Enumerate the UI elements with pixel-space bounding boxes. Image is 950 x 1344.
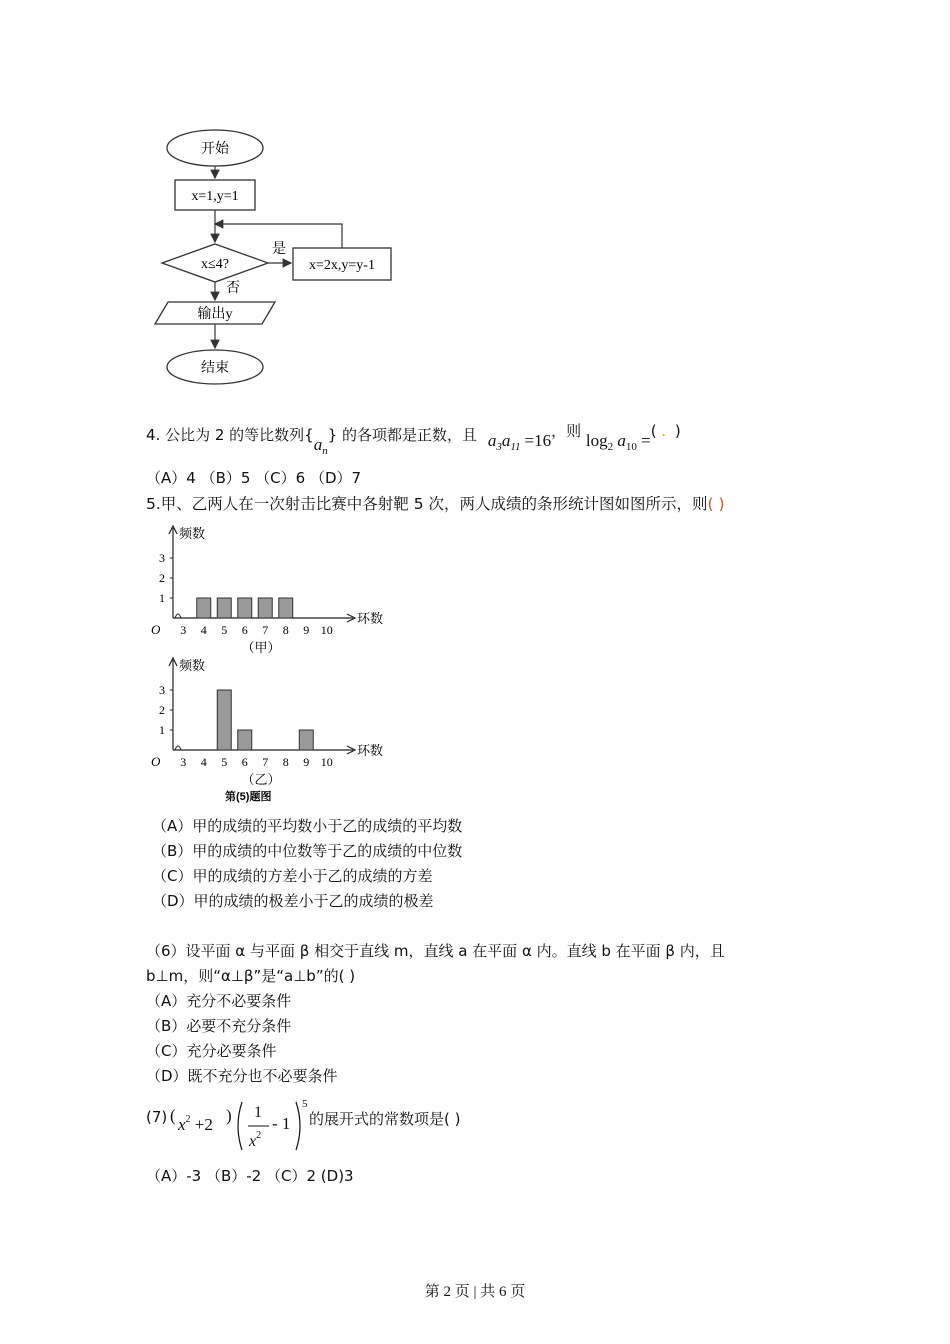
q7-open-paren: ( xyxy=(170,1106,176,1125)
q4-paren: ( xyxy=(650,422,657,440)
chart-1-x-tick-label: 7 xyxy=(262,623,269,637)
chart-2-y-tick-label: 1 xyxy=(159,723,165,737)
q5-option-a: （A）甲的成绩的平均数小于乙的成绩的平均数 xyxy=(152,817,463,835)
chart-1-bar xyxy=(279,598,293,618)
chart-1-ylabel: 频数 xyxy=(179,526,206,541)
chart-2-y-tick-label: 3 xyxy=(159,683,165,697)
q4-a3-sub: 3 xyxy=(496,441,502,453)
chart-2-ylabel: 频数 xyxy=(179,658,206,673)
chart-2-title: （乙） xyxy=(241,772,281,787)
chart-2-bar xyxy=(217,690,231,750)
q7-numerator: 1 xyxy=(254,1104,262,1121)
chart-1-x-tick-label: 4 xyxy=(200,623,207,637)
q7-den-x: x xyxy=(249,1133,257,1150)
q7-big-parens xyxy=(234,1098,304,1154)
q7-denominator xyxy=(249,1130,261,1151)
chart-1-x-tick-label: 6 xyxy=(241,623,248,637)
q7-label: (7) xyxy=(146,1108,168,1126)
chart-1-x-tick-label: 5 xyxy=(221,623,228,637)
q6-line1: （6）设平面 α 与平面 β 相交于直线 m，直线 a 在平面 α 内。直线 b 在平面 β 内，且 xyxy=(146,942,725,960)
q6-option-d: （D）既不充分也不必要条件 xyxy=(146,1067,338,1085)
chart-2-x-tick-label: 8 xyxy=(282,755,289,769)
chart-2-bar xyxy=(238,730,252,750)
chart-1-x-tick-label: 9 xyxy=(303,623,310,637)
chart-1-bar xyxy=(217,598,231,618)
q5-option-c: （C）甲的成绩的方差小于乙的成绩的方差 xyxy=(152,867,433,885)
chart-2-x-tick-label: 4 xyxy=(200,755,207,769)
q4-log: log xyxy=(585,431,608,450)
flow-output-text: 输出y xyxy=(197,307,233,322)
q4-a3: a xyxy=(487,431,497,450)
chart-1-x-tick-label: 3 xyxy=(180,623,187,637)
q6-option-b: （B）必要不充分条件 xyxy=(146,1017,292,1035)
q4-prefix: 4. 公比为 2 的等比数列{ xyxy=(146,426,314,444)
chart-2-x-tick-label: 7 xyxy=(262,755,269,769)
q7-x2 xyxy=(178,1114,213,1135)
q4-dot: . xyxy=(661,422,667,440)
q4-log-arg: a xyxy=(617,431,626,450)
q4-then: ，则 xyxy=(551,422,582,440)
q4-seq-var: a xyxy=(313,435,323,454)
q5-blank: ( ) xyxy=(707,495,725,513)
q7-sq: 2 xyxy=(185,1114,191,1125)
q5-option-d: （D）甲的成绩的极差小于乙的成绩的极差 xyxy=(152,892,434,910)
q4-eq: = xyxy=(641,431,651,450)
q7-stem xyxy=(146,1098,746,1154)
q4-close: ) xyxy=(674,422,681,440)
q4-middle: } 的各项都是正数，且 xyxy=(327,426,478,444)
q4-stem xyxy=(146,420,681,457)
q7-x: x xyxy=(178,1115,186,1134)
chart-1-y-tick-label: 1 xyxy=(159,591,165,605)
flow-yes-label: 是 xyxy=(272,242,286,257)
q7-close-paren: ) xyxy=(226,1106,232,1125)
q5-option-b: （B）甲的成绩的中位数等于乙的成绩的中位数 xyxy=(152,842,463,860)
chart-1-bar xyxy=(197,598,211,618)
q5-stem-text: 5.甲、乙两人在一次射击比赛中各射靶 5 次，两人成绩的条形统计图如图所示，则 xyxy=(146,495,708,513)
flow-init-text: x=1,y=1 xyxy=(191,189,239,204)
chart-1-title: （甲） xyxy=(241,640,281,655)
flow-end-text: 结束 xyxy=(201,361,229,376)
q4-log-base: 2 xyxy=(607,441,614,453)
q4-a11-sub: 11 xyxy=(510,441,521,453)
q7-suffix: 的展开式的常数项是( ) xyxy=(309,1110,461,1128)
q4-log-arg-sub: 10 xyxy=(625,441,637,453)
q7-plus2: +2 xyxy=(194,1115,213,1134)
q4-seq-sub: n xyxy=(322,445,328,457)
chart-2-xlabel: 环数 xyxy=(357,743,384,758)
q4-a11: a xyxy=(501,431,511,450)
chart-caption: 第(5)题图 xyxy=(225,791,272,803)
chart-2-x-tick-label: 5 xyxy=(221,755,228,769)
chart-1-x-tick-label: 8 xyxy=(282,623,289,637)
flow-no-label: 否 xyxy=(226,281,240,296)
q6-line2: b⊥m，则“α⊥β”是“a⊥b”的( ) xyxy=(146,967,356,985)
q4-eq-value: =16 xyxy=(524,431,552,450)
q7-den-sq: 2 xyxy=(256,1130,262,1141)
flow-update-text: x=2x,y=y-1 xyxy=(309,258,375,273)
chart-2-x-tick-label: 3 xyxy=(180,755,187,769)
chart-1-y-tick-label: 2 xyxy=(159,571,165,585)
chart-2-y-tick-label: 2 xyxy=(159,703,165,717)
q7-power: 5 xyxy=(302,1098,308,1110)
q7-options: （A）-3 （B）-2 （C）2 (D)3 xyxy=(146,1167,354,1185)
q7-minus1: - 1 xyxy=(272,1114,291,1133)
flow-start-text: 开始 xyxy=(201,142,229,157)
chart-1-bar xyxy=(238,598,252,618)
chart-2-bar xyxy=(299,730,313,750)
chart-2-x-tick-label: 10 xyxy=(320,755,333,769)
chart-2-x-tick-label: 6 xyxy=(241,755,248,769)
flowchart xyxy=(140,120,400,400)
q5-bar-charts xyxy=(145,518,405,810)
chart-2-x-tick-label: 9 xyxy=(303,755,310,769)
flow-condition-text: x≤4? xyxy=(201,257,229,272)
chart-1-x-tick-label: 10 xyxy=(320,623,333,637)
q4-options: （A）4 （B）5 （C）6 （D）7 xyxy=(146,469,362,487)
chart-1-bar xyxy=(258,598,272,618)
chart-1-y-tick-label: 3 xyxy=(159,551,165,565)
chart-1-origin: O xyxy=(151,622,161,637)
q5-stem xyxy=(146,492,725,514)
q6-option-c: （C）充分必要条件 xyxy=(146,1042,277,1060)
chart-2-origin: O xyxy=(151,754,161,769)
page-footer: 第 2 页 | 共 6 页 xyxy=(424,1284,526,1300)
q6-option-a: （A）充分不必要条件 xyxy=(146,992,292,1010)
chart-1-xlabel: 环数 xyxy=(357,611,384,626)
